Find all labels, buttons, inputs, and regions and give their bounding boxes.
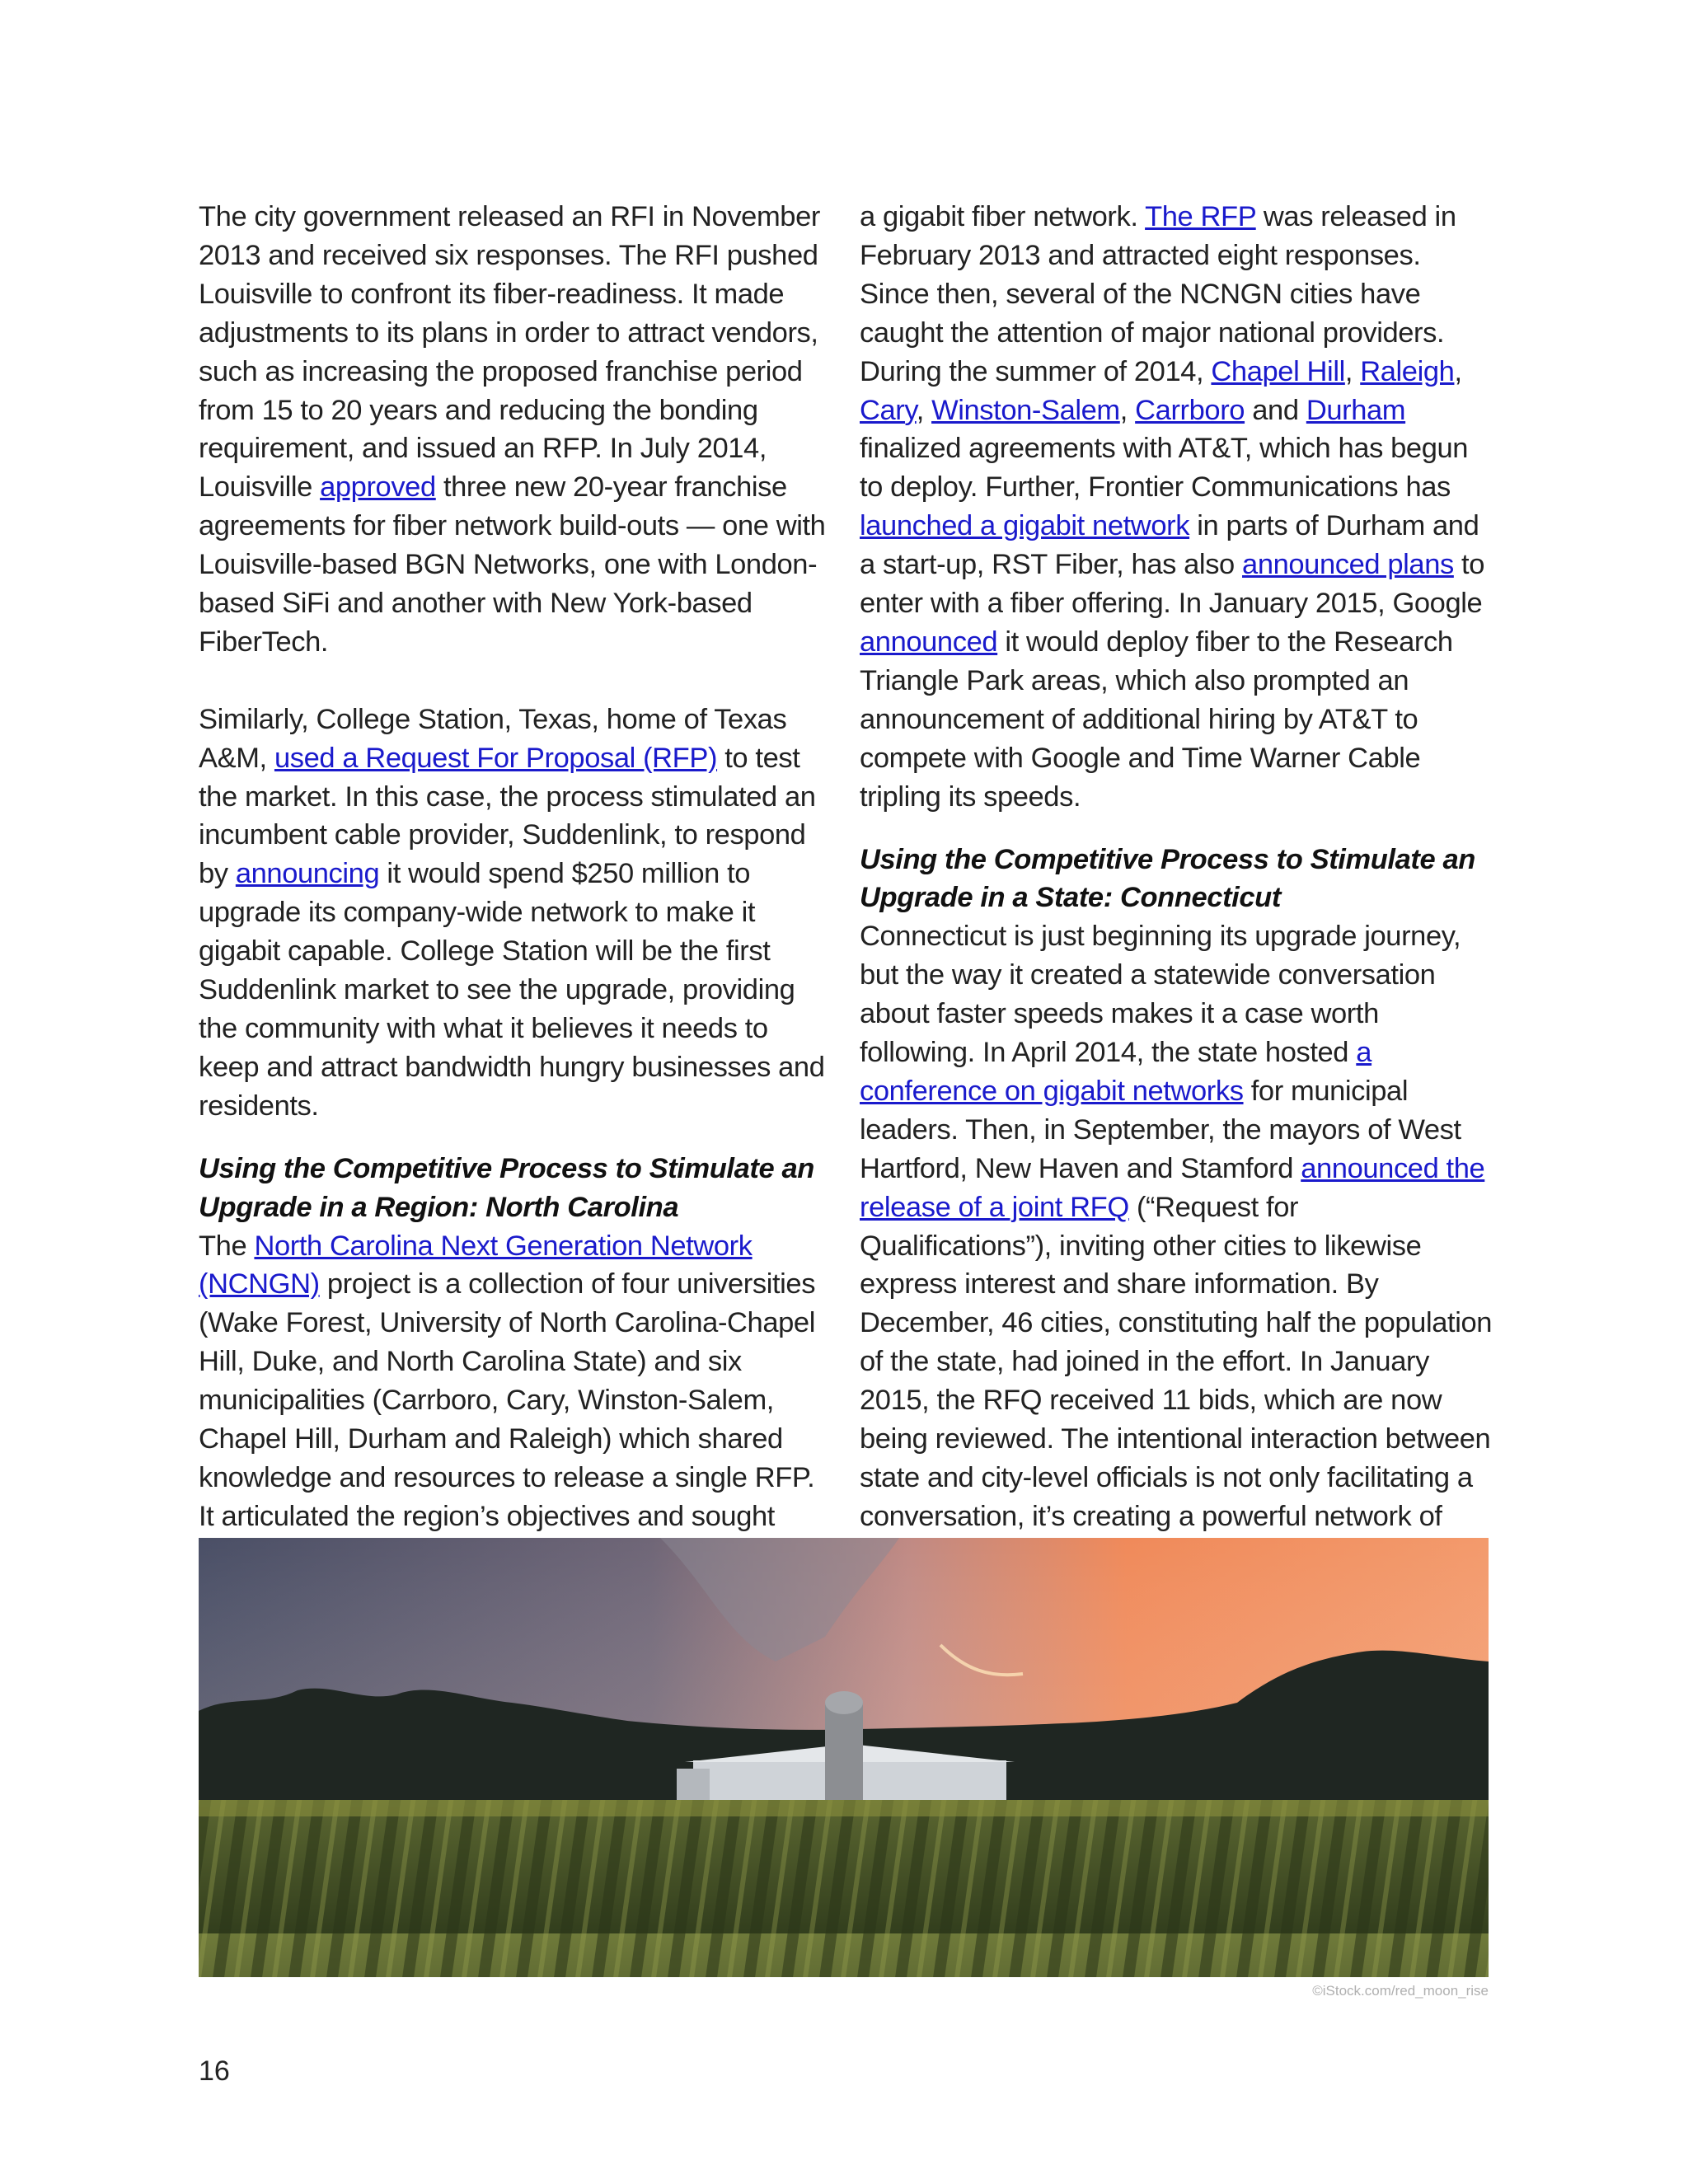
paragraph [860, 198, 1494, 817]
inline-link[interactable]: Raleigh [1360, 355, 1455, 387]
inline-link[interactable]: Carrboro [1135, 394, 1245, 426]
text-run: was released in February 2013 and attracted eight responses. Since then, several of the NCNGN cities have caught the attention of major national providers. During the summer of 2014, [860, 201, 1456, 387]
inline-link[interactable]: approved [320, 471, 436, 504]
section-heading: Using the Competitive Process to Stimulate an Upgrade in a Region: North Carolina [199, 1152, 814, 1223]
spacer [199, 1126, 833, 1150]
text-run: , [1454, 355, 1462, 387]
inline-link[interactable]: a conference on gigabit networks [860, 1037, 1372, 1107]
section-heading: Using the Competitive Process to Stimulate an Upgrade in a State: Connecticut [860, 843, 1475, 914]
inline-link[interactable]: announcing [235, 858, 380, 890]
inline-link[interactable]: Cary [860, 394, 917, 426]
page-number: 16 [199, 2055, 230, 2087]
sunset-cornfield-photo [199, 1538, 1489, 1977]
text-run: (“Request for Qualifications”), inviting other cities to likewise express interest and share information. By December, 46 cities, constituting half the population of the state, had joined in the effort. In January 2015, the RFQ received 11 bids, which are now being reviewed. The intentional interaction between state and city-level officials is not only facilitating a conversation, it’s creating a powerful network of [860, 1191, 1493, 1532]
photo-credit: ©iStock.com/red_moon_rise [1312, 1983, 1489, 1999]
text-run: , [1344, 355, 1361, 387]
inline-link[interactable]: The RFP [1145, 201, 1256, 232]
spacer [199, 662, 833, 701]
left-column [199, 198, 833, 1575]
text-run: finalized agreements with AT&T, which has begun to deploy. Further, Frontier Communications has [860, 433, 1469, 504]
inline-link[interactable]: announced [860, 626, 998, 658]
inline-link[interactable]: used a Request For Proposal (RFP) [274, 742, 718, 774]
paragraph [860, 917, 1494, 1613]
paragraph [199, 701, 833, 1126]
inline-link[interactable]: Chapel Hill [1211, 355, 1345, 387]
text-run: it would spend $250 million to upgrade its company-wide network to make it gigabit capable. College Station will be the first Suddenlink market to see the upgrade, providing the community with what it believes it needs to keep and attract bandwidth hungry businesses and residents. [199, 858, 825, 1122]
right-column [860, 198, 1494, 1614]
text-run: Connecticut is just beginning its upgrade journey, but the way it created a statewide conversation about faster speeds makes it a case worth following. In April 2014, the state hosted [860, 921, 1461, 1069]
text-run: Similarly, College Station, Texas, home of Texas A&M, [199, 703, 787, 774]
inline-link[interactable]: launched a gigabit network [860, 510, 1190, 542]
text-run: and [1245, 394, 1306, 426]
text-run: The [199, 1230, 255, 1262]
inline-link[interactable]: North Carolina Next Generation Network (NCNGN) [199, 1230, 753, 1301]
text-run: three new 20-year franchise agreements for fiber network build-outs — one with Louisville-based BGN Networks, one with London-based SiFi and another with New York-based FiberTech. [199, 471, 826, 658]
inline-link[interactable]: announced the release of a joint RFQ [860, 1152, 1485, 1223]
text-run: it would deploy fiber to the Research Triangle Park areas, which also prompted an announcement of additional hiring by AT&T to compete with Google and Time Warner Cable tripling its speeds. [860, 626, 1453, 813]
inline-link[interactable]: Winston-Salem [931, 394, 1120, 426]
text-run: in parts of Durham and a start-up, RST Fiber, has also [860, 510, 1479, 581]
text-run: for municipal leaders. Then, in September, the mayors of West Hartford, New Haven and Stamford [860, 1075, 1461, 1184]
text-run: to test the market. In this case, the process stimulated an incumbent cable provider, Suddenlink, to respond by [199, 742, 816, 890]
text-run: , [916, 394, 932, 426]
text-run: a gigabit fiber network. [860, 201, 1146, 232]
paragraph [199, 1227, 833, 1575]
spacer [860, 817, 1494, 841]
inline-link[interactable]: Durham [1306, 394, 1406, 426]
text-run: The city government released an RFI in November 2013 and received six responses. The RFI pushed Louisville to confront its fiber-readiness. It made adjustments to its plans in order to attract vendors, such as increasing the proposed franchise period from 15 to 20 years and reducing the bonding requirement, and issued an RFP. In July 2014, Louisville [199, 201, 820, 504]
paragraph [199, 198, 833, 662]
photo-illustration [199, 1538, 1489, 1977]
inline-link[interactable]: announced plans [1242, 549, 1454, 581]
text-run: project is a collection of four universities (Wake Forest, University of North Carolina-Chapel Hill, Duke, and North Carolina State) and six municipalities (Carrboro, Cary, Winston-Salem, Chapel Hill, Durham and Raleigh) which shared knowledge and resources to release a single RFP. It articulated the region’s objectives and sought [199, 1268, 816, 1532]
text-run: to enter with a fiber offering. In January 2015, Google [860, 549, 1485, 620]
text-run: , [1119, 394, 1136, 426]
